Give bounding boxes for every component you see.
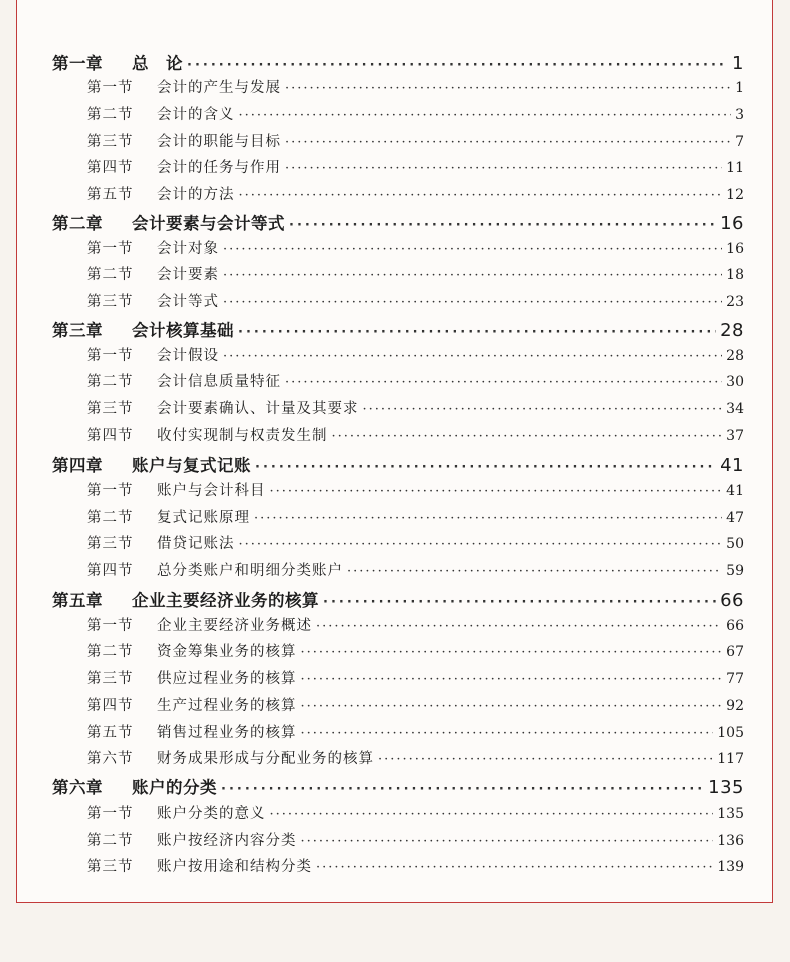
- chapter-title: 账户与复式记账: [132, 456, 251, 475]
- section-number: 第一节: [87, 80, 134, 96]
- section-title: 会计要素: [157, 267, 219, 283]
- section-number: 第一节: [87, 618, 134, 634]
- dot-leader: [223, 268, 722, 283]
- section-number: 第三节: [87, 401, 134, 417]
- section-page-number: 117: [717, 751, 744, 767]
- section-number: 第一节: [87, 348, 134, 364]
- chapter-page-number: 28: [720, 320, 744, 341]
- section-page-number: 28: [726, 348, 744, 364]
- section-title: 账户按用途和结构分类: [157, 859, 312, 875]
- section-page-number: 1: [735, 80, 744, 96]
- dot-leader: [270, 484, 723, 499]
- section-page-number: 3: [735, 107, 744, 123]
- section-title: 会计等式: [157, 294, 219, 310]
- toc-chapter-entry: [52, 452, 744, 476]
- dot-leader: [301, 672, 723, 687]
- toc-chapter-entry: [52, 210, 744, 234]
- toc-section-entry: [87, 506, 744, 527]
- toc-section-entry: [87, 747, 744, 768]
- section-page-number: 92: [726, 698, 744, 714]
- toc-section-entry: [87, 802, 744, 823]
- section-number: 第三节: [87, 859, 134, 875]
- dot-leader: [301, 645, 723, 660]
- chapter-number: 第二章: [52, 214, 103, 233]
- dot-leader: [285, 375, 722, 390]
- section-page-number: 34: [726, 401, 744, 417]
- section-title: 会计信息质量特征: [157, 374, 281, 390]
- dot-leader: [221, 782, 704, 797]
- table-of-contents: [17, 0, 772, 902]
- section-number: 第四节: [87, 563, 134, 579]
- toc-chapter-entry: [52, 587, 744, 611]
- dot-leader: [285, 161, 722, 176]
- section-number: 第三节: [87, 536, 134, 552]
- dot-leader: [239, 108, 732, 123]
- section-page-number: 135: [717, 806, 744, 822]
- section-page-number: 12: [726, 187, 744, 203]
- dot-leader: [301, 834, 714, 849]
- dot-leader: [223, 242, 722, 257]
- section-page-number: 77: [726, 671, 744, 687]
- section-title: 会计假设: [157, 348, 219, 364]
- section-number: 第二节: [87, 644, 134, 660]
- section-number: 第三节: [87, 294, 134, 310]
- dot-leader: [316, 619, 722, 634]
- section-title: 资金筹集业务的核算: [157, 644, 297, 660]
- chapter-title: 会计要素与会计等式: [132, 214, 285, 233]
- section-page-number: 66: [726, 618, 744, 634]
- toc-section-entry: [87, 76, 744, 97]
- section-title: 生产过程业务的核算: [157, 698, 297, 714]
- chapter-title: 会计核算基础: [132, 321, 234, 340]
- dot-leader: [285, 135, 731, 150]
- dot-leader: [289, 218, 716, 233]
- section-number: 第三节: [87, 134, 134, 150]
- section-title: 总分类账户和明细分类账户: [157, 563, 343, 579]
- section-page-number: 18: [726, 267, 744, 283]
- section-number: 第二节: [87, 107, 134, 123]
- section-number: 第二节: [87, 833, 134, 849]
- chapter-number: 第三章: [52, 321, 103, 340]
- dot-leader: [316, 860, 713, 875]
- section-title: 销售过程业务的核算: [157, 725, 297, 741]
- toc-chapter-entry: [52, 317, 744, 341]
- dot-leader: [255, 460, 716, 475]
- chapter-page-number: 135: [708, 777, 744, 798]
- section-number: 第一节: [87, 806, 134, 822]
- dot-leader: [323, 595, 716, 610]
- section-number: 第四节: [87, 698, 134, 714]
- section-number: 第五节: [87, 725, 134, 741]
- toc-section-entry: [87, 237, 744, 258]
- section-title: 账户分类的意义: [157, 806, 266, 822]
- toc-chapter-entry: [52, 50, 744, 74]
- dot-leader: [285, 81, 731, 96]
- chapter-page-number: 16: [720, 213, 744, 234]
- toc-section-entry: [87, 424, 744, 445]
- section-title: 企业主要经济业务概述: [157, 618, 312, 634]
- section-title: 借贷记账法: [157, 536, 235, 552]
- section-number: 第六节: [87, 751, 134, 767]
- dot-leader: [238, 325, 716, 340]
- section-page-number: 59: [726, 563, 744, 579]
- section-page-number: 136: [717, 833, 744, 849]
- dot-leader: [363, 402, 723, 417]
- toc-section-entry: [87, 344, 744, 365]
- section-number: 第一节: [87, 483, 134, 499]
- chapter-page-number: 1: [732, 53, 744, 74]
- section-page-number: 41: [726, 483, 744, 499]
- toc-section-entry: [87, 694, 744, 715]
- section-title: 复式记账原理: [157, 510, 250, 526]
- section-page-number: 23: [726, 294, 744, 310]
- section-number: 第四节: [87, 428, 134, 444]
- toc-section-entry: [87, 263, 744, 284]
- section-title: 供应过程业务的核算: [157, 671, 297, 687]
- dot-leader: [301, 699, 723, 714]
- toc-section-entry: [87, 183, 744, 204]
- toc-section-entry: [87, 855, 744, 876]
- toc-section-entry: [87, 721, 744, 742]
- section-page-number: 47: [726, 510, 744, 526]
- toc-section-entry: [87, 532, 744, 553]
- section-page-number: 30: [726, 374, 744, 390]
- chapter-title: 总 论: [132, 54, 183, 73]
- dot-leader: [378, 752, 713, 767]
- toc-chapter-entry: [52, 774, 744, 798]
- dot-leader: [187, 58, 728, 73]
- toc-page: [16, 0, 773, 903]
- toc-section-entry: [87, 829, 744, 850]
- section-page-number: 139: [717, 859, 744, 875]
- section-number: 第四节: [87, 160, 134, 176]
- section-number: 第三节: [87, 671, 134, 687]
- section-number: 第二节: [87, 267, 134, 283]
- section-title: 会计要素确认、计量及其要求: [157, 401, 359, 417]
- chapter-number: 第五章: [52, 591, 103, 610]
- dot-leader: [239, 537, 723, 552]
- section-page-number: 50: [726, 536, 744, 552]
- section-page-number: 37: [726, 428, 744, 444]
- chapter-title: 企业主要经济业务的核算: [132, 591, 319, 610]
- section-title: 账户与会计科目: [157, 483, 266, 499]
- section-number: 第五节: [87, 187, 134, 203]
- chapter-number: 第四章: [52, 456, 103, 475]
- toc-section-entry: [87, 397, 744, 418]
- section-title: 会计对象: [157, 241, 219, 257]
- section-title: 会计的任务与作用: [157, 160, 281, 176]
- toc-section-entry: [87, 479, 744, 500]
- section-number: 第二节: [87, 510, 134, 526]
- section-title: 会计的职能与目标: [157, 134, 281, 150]
- chapter-page-number: 41: [720, 455, 744, 476]
- dot-leader: [223, 295, 722, 310]
- section-page-number: 7: [735, 134, 744, 150]
- toc-section-entry: [87, 290, 744, 311]
- dot-leader: [223, 349, 722, 364]
- chapter-number: 第六章: [52, 778, 103, 797]
- chapter-number: 第一章: [52, 54, 103, 73]
- section-number: 第一节: [87, 241, 134, 257]
- toc-section-entry: [87, 559, 744, 580]
- section-title: 会计的产生与发展: [157, 80, 281, 96]
- section-title: 账户按经济内容分类: [157, 833, 297, 849]
- section-page-number: 11: [726, 160, 744, 176]
- section-page-number: 67: [726, 644, 744, 660]
- dot-leader: [347, 564, 722, 579]
- dot-leader: [270, 807, 714, 822]
- chapter-title: 账户的分类: [132, 778, 217, 797]
- toc-section-entry: [87, 614, 744, 635]
- section-title: 收付实现制与权责发生制: [157, 428, 328, 444]
- toc-section-entry: [87, 370, 744, 391]
- toc-section-entry: [87, 640, 744, 661]
- section-title: 财务成果形成与分配业务的核算: [157, 751, 374, 767]
- toc-section-entry: [87, 130, 744, 151]
- section-number: 第二节: [87, 374, 134, 390]
- dot-leader: [239, 188, 723, 203]
- dot-leader: [301, 726, 714, 741]
- toc-section-entry: [87, 103, 744, 124]
- dot-leader: [254, 511, 722, 526]
- section-title: 会计的方法: [157, 187, 235, 203]
- section-page-number: 105: [717, 725, 744, 741]
- chapter-page-number: 66: [720, 590, 744, 611]
- toc-section-entry: [87, 667, 744, 688]
- section-title: 会计的含义: [157, 107, 235, 123]
- section-page-number: 16: [726, 241, 744, 257]
- dot-leader: [332, 429, 723, 444]
- toc-section-entry: [87, 156, 744, 177]
